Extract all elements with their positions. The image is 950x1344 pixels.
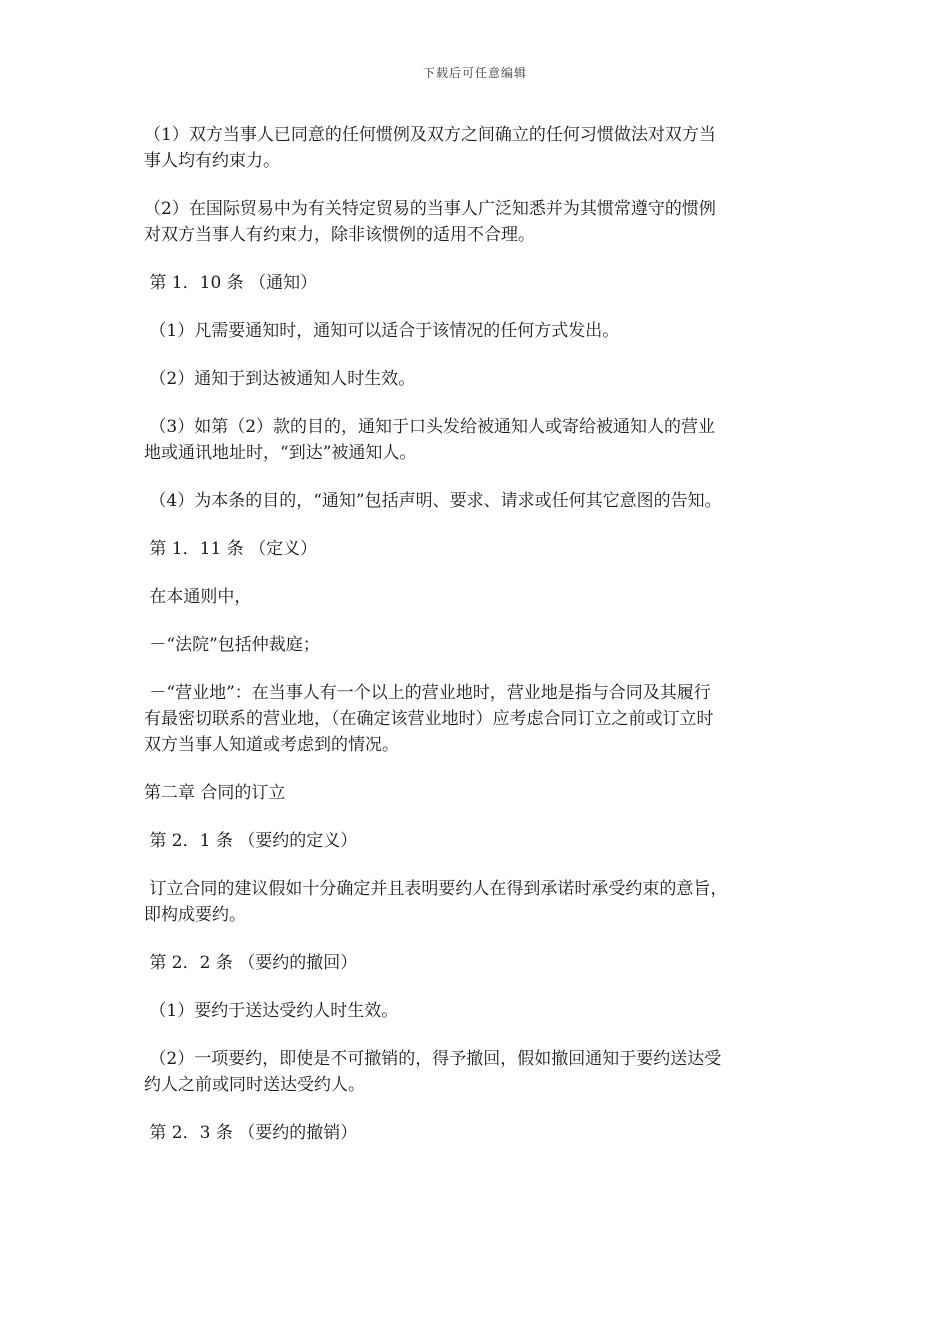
paragraph bbox=[144, 318, 814, 344]
paragraph-line: （3）如第（2）款的目的，通知于口头发给被通知人或寄给被通知人的营业 bbox=[144, 417, 716, 437]
paragraph bbox=[144, 876, 814, 928]
paragraph bbox=[144, 998, 814, 1024]
paragraph bbox=[144, 536, 814, 562]
paragraph bbox=[144, 270, 814, 296]
paragraph bbox=[144, 366, 814, 392]
paragraph-line: 第 1．11 条 （定义） bbox=[144, 539, 318, 559]
paragraph bbox=[144, 122, 814, 174]
paragraph-line: （4）为本条的目的，“通知”包括声明、要求、请求或任何其它意图的告知。 bbox=[144, 491, 722, 511]
paragraph-line: （2）在国际贸易中为有关特定贸易的当事人广泛知悉并为其惯常遵守的惯例 bbox=[144, 199, 716, 219]
paragraph-line: 订立合同的建议假如十分确定并且表明要约人在得到承诺时承受约束的意旨， bbox=[144, 879, 728, 899]
paragraph-line: 在本通则中， bbox=[144, 587, 252, 607]
paragraph-line: 事人均有约束力。 bbox=[144, 151, 280, 171]
paragraph bbox=[144, 828, 814, 854]
paragraph bbox=[144, 488, 814, 514]
paragraph-line: －“营业地”：在当事人有一个以上的营业地时，营业地是指与合同及其履行 bbox=[144, 683, 711, 703]
paragraph-line: 第 2．2 条 （要约的撤回） bbox=[144, 953, 358, 973]
paragraph-line: 地或通讯地址时，“到达”被通知人。 bbox=[144, 443, 417, 463]
paragraph-line: 即构成要约。 bbox=[144, 905, 246, 925]
page-header: 下载后可任意编辑 bbox=[422, 66, 527, 80]
paragraph bbox=[144, 780, 814, 806]
paragraph bbox=[144, 950, 814, 976]
paragraph bbox=[144, 414, 814, 466]
paragraph bbox=[144, 1120, 814, 1146]
paragraph-line: 对双方当事人有约束力，除非该惯例的适用不合理。 bbox=[144, 225, 535, 245]
paragraph-line: －“法院”包括仲裁庭； bbox=[144, 635, 320, 655]
paragraph bbox=[144, 584, 814, 610]
paragraph-line: 有最密切联系的营业地，（在确定该营业地时）应考虑合同订立之前或订立时 bbox=[144, 709, 714, 729]
paragraph-line: （1）凡需要通知时，通知可以适合于该情况的任何方式发出。 bbox=[144, 321, 620, 341]
paragraph-line: （2）一项要约，即使是不可撤销的，得予撤回，假如撤回通知于要约送达受 bbox=[144, 1049, 722, 1069]
paragraph-line: （1）要约于送达受约人时生效。 bbox=[144, 1001, 399, 1021]
paragraph bbox=[144, 680, 814, 758]
paragraph bbox=[144, 1046, 814, 1098]
paragraph bbox=[144, 632, 814, 658]
paragraph-line: 第二章 合同的订立 bbox=[144, 783, 286, 803]
paragraph-line: （1）双方当事人已同意的任何惯例及双方之间确立的任何习惯做法对双方当 bbox=[144, 125, 716, 145]
paragraph bbox=[144, 196, 814, 248]
paragraph-line: 第 2．3 条 （要约的撤销） bbox=[144, 1123, 358, 1143]
paragraph-line: 约人之前或同时送达受约人。 bbox=[144, 1075, 365, 1095]
paragraph-line: 双方当事人知道或考虑到的情况。 bbox=[144, 735, 399, 755]
paragraph-line: 第 1．10 条 （通知） bbox=[144, 273, 318, 293]
paragraph-line: （2）通知于到达被通知人时生效。 bbox=[144, 369, 416, 389]
paragraph-line: 第 2．1 条 （要约的定义） bbox=[144, 831, 358, 851]
document-body bbox=[144, 122, 814, 1168]
